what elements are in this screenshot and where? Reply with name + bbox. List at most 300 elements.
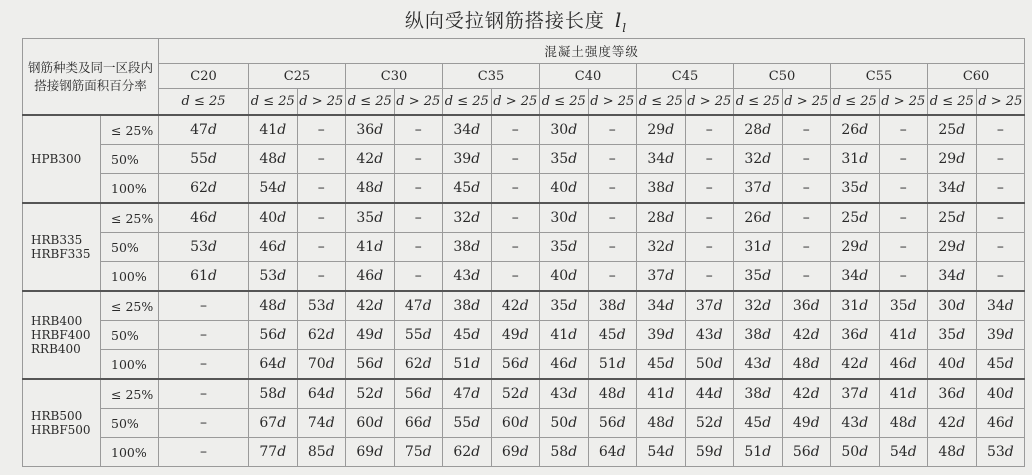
lap-length-cell: –: [588, 203, 637, 233]
lap-length-cell: 38d: [734, 379, 783, 409]
lap-length-cell: 46d: [159, 203, 249, 233]
table-row: [23, 291, 1025, 321]
lap-length-cell: 54d: [637, 438, 686, 467]
lap-length-cell: 32d: [443, 203, 492, 233]
lap-length-cell: 70d: [297, 350, 346, 380]
diameter-symbol: d: [616, 356, 626, 372]
diameter-symbol: d: [471, 122, 481, 138]
lap-length-cell: –: [685, 233, 734, 262]
lap-length-cell: 35d: [346, 203, 395, 233]
diameter-symbol: d: [616, 415, 626, 431]
lap-length-cell: 42d: [831, 350, 880, 380]
lap-length-cell: 54d: [249, 174, 298, 204]
diameter-symbol: d: [422, 298, 432, 314]
diameter-symbol: d: [568, 444, 578, 460]
lap-length-cell: 69d: [346, 438, 395, 467]
diameter-symbol: d: [277, 386, 287, 402]
lap-percent: 100%: [101, 262, 159, 292]
diameter-symbol: d: [471, 298, 481, 314]
lap-length-cell: 56d: [249, 321, 298, 350]
lap-length-cell: 60d: [346, 409, 395, 438]
lap-length-cell: 25d: [831, 203, 880, 233]
diameter-symbol: d: [956, 327, 966, 343]
lap-length-cell: 60d: [491, 409, 540, 438]
diameter-symbol: d: [956, 122, 966, 138]
lap-length-cell: 56d: [346, 350, 395, 380]
diameter-symbol: d: [859, 415, 869, 431]
lap-length-cell: –: [976, 115, 1025, 145]
diameter-symbol: d: [1004, 444, 1014, 460]
diameter-symbol: d: [956, 444, 966, 460]
diameter-symbol: d: [1004, 356, 1014, 372]
lap-length-cell: 29d: [831, 233, 880, 262]
concrete-class-c60: C60: [928, 64, 1025, 89]
lap-length-cell: 61d: [159, 262, 249, 292]
title-symbol-subscript: l: [622, 21, 628, 35]
lap-length-cell: 77d: [249, 438, 298, 467]
lap-length-cell: 25d: [928, 203, 977, 233]
lap-length-cell: 48d: [346, 174, 395, 204]
diameter-symbol: d: [713, 298, 723, 314]
diameter-symbol: d: [519, 444, 529, 460]
diameter-condition: d ≤ 25: [443, 89, 492, 116]
diameter-symbol: d: [374, 210, 384, 226]
diameter-symbol: d: [665, 298, 675, 314]
lap-length-cell: 41d: [637, 379, 686, 409]
diameter-symbol: d: [713, 415, 723, 431]
diameter-symbol: d: [277, 298, 287, 314]
lap-length-cell: –: [159, 409, 249, 438]
lap-length-cell: 39d: [637, 321, 686, 350]
diameter-condition: d > 25: [588, 89, 637, 116]
diameter-symbol: d: [422, 327, 432, 343]
diameter-symbol: d: [956, 298, 966, 314]
diameter-symbol: d: [471, 210, 481, 226]
diameter-symbol: d: [665, 268, 675, 284]
lap-length-cell: 28d: [734, 115, 783, 145]
lap-length-cell: 47d: [159, 115, 249, 145]
diameter-symbol: d: [859, 180, 869, 196]
diameter-symbol: d: [762, 122, 772, 138]
lap-length-cell: 49d: [491, 321, 540, 350]
lap-length-cell: 31d: [831, 291, 880, 321]
lap-length-cell: –: [491, 233, 540, 262]
diameter-symbol: d: [1004, 298, 1014, 314]
diameter-symbol: d: [207, 210, 217, 226]
lap-length-cell: –: [782, 145, 831, 174]
diameter-condition: d > 25: [976, 89, 1025, 116]
lap-length-cell: 64d: [297, 379, 346, 409]
diameter-condition: d ≤ 25: [831, 89, 880, 116]
lap-length-cell: 50d: [831, 438, 880, 467]
lap-length-cell: –: [782, 203, 831, 233]
diameter-symbol: d: [471, 415, 481, 431]
lap-length-cell: 47d: [394, 291, 443, 321]
lap-length-cell: 26d: [831, 115, 880, 145]
lap-length-cell: 44d: [685, 379, 734, 409]
diameter-symbol: d: [762, 268, 772, 284]
diameter-symbol: d: [374, 444, 384, 460]
lap-length-cell: 37d: [734, 174, 783, 204]
lap-length-cell: 55d: [394, 321, 443, 350]
lap-length-cell: –: [159, 379, 249, 409]
diameter-symbol: d: [277, 415, 287, 431]
diameter-symbol: d: [956, 268, 966, 284]
diameter-symbol: d: [207, 151, 217, 167]
diameter-symbol: d: [762, 327, 772, 343]
steel-grade-line: HPB300: [31, 152, 82, 166]
lap-length-cell: 42d: [491, 291, 540, 321]
diameter-symbol: d: [519, 356, 529, 372]
lap-length-cell: 34d: [928, 174, 977, 204]
lap-length-cell: 53d: [249, 262, 298, 292]
lap-length-cell: –: [394, 174, 443, 204]
diameter-symbol: d: [374, 239, 384, 255]
diameter-symbol: d: [713, 356, 723, 372]
lap-percent: 100%: [101, 438, 159, 467]
lap-length-cell: –: [394, 203, 443, 233]
lap-length-cell: 39d: [443, 145, 492, 174]
diameter-symbol: d: [471, 151, 481, 167]
diameter-symbol: d: [859, 444, 869, 460]
diameter-symbol: d: [207, 122, 217, 138]
lap-length-cell: 59d: [685, 438, 734, 467]
lap-length-cell: 62d: [297, 321, 346, 350]
lap-length-cell: 62d: [159, 174, 249, 204]
diameter-symbol: d: [859, 151, 869, 167]
lap-length-cell: –: [782, 262, 831, 292]
lap-length-cell: 66d: [394, 409, 443, 438]
diameter-symbol: d: [859, 327, 869, 343]
lap-length-cell: 56d: [588, 409, 637, 438]
lap-length-cell: 48d: [879, 409, 928, 438]
diameter-symbol: d: [907, 327, 917, 343]
lap-percent: 100%: [101, 350, 159, 380]
lap-length-cell: 35d: [734, 262, 783, 292]
diameter-symbol: d: [956, 151, 966, 167]
diameter-symbol: d: [374, 386, 384, 402]
diameter-symbol: d: [907, 415, 917, 431]
lap-length-cell: 55d: [159, 145, 249, 174]
lap-length-cell: –: [159, 321, 249, 350]
lap-length-cell: 42d: [346, 145, 395, 174]
diameter-symbol: d: [568, 356, 578, 372]
diameter-condition: d ≤ 25: [928, 89, 977, 116]
lap-length-cell: –: [976, 203, 1025, 233]
lap-length-cell: –: [976, 262, 1025, 292]
diameter-symbol: d: [277, 122, 287, 138]
diameter-symbol: d: [519, 327, 529, 343]
concrete-class-c20: C20: [159, 64, 249, 89]
lap-length-cell: 34d: [976, 291, 1025, 321]
diameter-symbol: d: [665, 180, 675, 196]
concrete-class-c35: C35: [443, 64, 540, 89]
diameter-symbol: d: [374, 327, 384, 343]
lap-length-cell: 35d: [831, 174, 880, 204]
table-row: [23, 438, 1025, 467]
diameter-symbol: d: [956, 386, 966, 402]
diameter-condition: d ≤ 25: [637, 89, 686, 116]
diameter-symbol: d: [1004, 415, 1014, 431]
lap-length-cell: –: [491, 145, 540, 174]
header-row-3: [23, 89, 1025, 116]
lap-length-cell: –: [297, 262, 346, 292]
table-row: [23, 233, 1025, 262]
table-body: [23, 39, 1025, 467]
lap-length-cell: –: [782, 115, 831, 145]
lap-length-cell: 52d: [685, 409, 734, 438]
table-row: [23, 321, 1025, 350]
lap-length-cell: –: [491, 203, 540, 233]
lap-length-cell: 51d: [588, 350, 637, 380]
diameter-symbol: d: [471, 444, 481, 460]
lap-length-cell: –: [491, 262, 540, 292]
diameter-symbol: d: [277, 151, 287, 167]
lap-length-cell: 85d: [297, 438, 346, 467]
diameter-symbol: d: [665, 415, 675, 431]
lap-length-cell: 42d: [782, 379, 831, 409]
lap-length-cell: 41d: [540, 321, 589, 350]
lap-length-cell: 35d: [540, 145, 589, 174]
lap-length-cell: 43d: [443, 262, 492, 292]
steel-grade: [23, 291, 101, 379]
diameter-symbol: d: [1004, 386, 1014, 402]
steel-grade-line: HRB335: [31, 233, 83, 247]
table-row: [23, 115, 1025, 145]
diameter-symbol: d: [762, 210, 772, 226]
lap-length-cell: 28d: [637, 203, 686, 233]
lap-length-cell: 37d: [685, 291, 734, 321]
lap-length-cell: 30d: [928, 291, 977, 321]
diameter-symbol: d: [713, 386, 723, 402]
lap-length-cell: –: [159, 291, 249, 321]
diameter-symbol: d: [616, 386, 626, 402]
diameter-symbol: d: [762, 386, 772, 402]
lap-length-cell: 49d: [346, 321, 395, 350]
diameter-symbol: d: [665, 151, 675, 167]
diameter-symbol: d: [956, 180, 966, 196]
table-row: [23, 379, 1025, 409]
diameter-symbol: d: [519, 415, 529, 431]
steel-grade: [23, 115, 101, 203]
lap-length-cell: 34d: [637, 291, 686, 321]
diameter-symbol: d: [810, 444, 820, 460]
lap-length-cell: –: [976, 233, 1025, 262]
diameter-symbol: d: [568, 386, 578, 402]
lap-length-cell: –: [159, 438, 249, 467]
lap-length-cell: 55d: [443, 409, 492, 438]
lap-length-cell: 26d: [734, 203, 783, 233]
lap-length-cell: 32d: [734, 145, 783, 174]
diameter-symbol: d: [471, 327, 481, 343]
steel-grade-line: HRBF400: [31, 328, 91, 342]
lap-length-cell: –: [976, 174, 1025, 204]
lap-length-cell: 41d: [879, 379, 928, 409]
concrete-class-c25: C25: [249, 64, 346, 89]
lap-length-cell: 50d: [540, 409, 589, 438]
lap-length-cell: –: [685, 115, 734, 145]
diameter-symbol: d: [471, 356, 481, 372]
diameter-symbol: d: [374, 122, 384, 138]
lap-length-cell: 34d: [928, 262, 977, 292]
diameter-symbol: d: [762, 151, 772, 167]
diameter-symbol: d: [325, 327, 335, 343]
diameter-condition: d ≤ 25: [346, 89, 395, 116]
lap-length-cell: 53d: [976, 438, 1025, 467]
diameter-condition: d ≤ 25: [540, 89, 589, 116]
diameter-symbol: d: [956, 415, 966, 431]
lap-length-cell: 34d: [443, 115, 492, 145]
diameter-condition: d > 25: [297, 89, 346, 116]
lap-length-cell: 35d: [928, 321, 977, 350]
diameter-condition: d > 25: [394, 89, 443, 116]
diameter-symbol: d: [616, 327, 626, 343]
lap-percent: 50%: [101, 233, 159, 262]
lap-length-cell: 42d: [782, 321, 831, 350]
diameter-symbol: d: [519, 386, 529, 402]
lap-length-cell: –: [297, 174, 346, 204]
diameter-symbol: d: [665, 122, 675, 138]
diameter-symbol: d: [665, 444, 675, 460]
lap-length-cell: 48d: [249, 145, 298, 174]
lap-length-cell: 43d: [831, 409, 880, 438]
lap-length-cell: 40d: [540, 174, 589, 204]
lap-length-cell: 48d: [588, 379, 637, 409]
lap-length-cell: 52d: [346, 379, 395, 409]
lap-length-cell: –: [588, 233, 637, 262]
lap-length-cell: 38d: [588, 291, 637, 321]
lap-length-cell: 35d: [540, 291, 589, 321]
lap-length-cell: 46d: [540, 350, 589, 380]
diameter-symbol: d: [907, 386, 917, 402]
diameter-symbol: d: [471, 239, 481, 255]
lap-length-cell: 58d: [540, 438, 589, 467]
lap-length-cell: 74d: [297, 409, 346, 438]
lap-length-cell: –: [685, 174, 734, 204]
diameter-symbol: d: [422, 415, 432, 431]
lap-percent: 50%: [101, 321, 159, 350]
diameter-symbol: d: [956, 356, 966, 372]
lap-length-cell: 32d: [637, 233, 686, 262]
lap-length-cell: –: [588, 145, 637, 174]
lap-length-cell: 34d: [637, 145, 686, 174]
diameter-symbol: d: [859, 268, 869, 284]
diameter-symbol: d: [277, 356, 287, 372]
lap-length-cell: 54d: [879, 438, 928, 467]
lap-length-cell: 35d: [879, 291, 928, 321]
diameter-symbol: d: [859, 356, 869, 372]
lap-length-cell: –: [588, 174, 637, 204]
diameter-symbol: d: [665, 239, 675, 255]
diameter-symbol: d: [568, 210, 578, 226]
lap-length-cell: 45d: [443, 321, 492, 350]
concrete-class-c45: C45: [637, 64, 734, 89]
lap-length-cell: 58d: [249, 379, 298, 409]
lap-length-cell: 41d: [346, 233, 395, 262]
lap-length-cell: 47d: [443, 379, 492, 409]
concrete-class-c50: C50: [734, 64, 831, 89]
lap-length-cell: –: [879, 174, 928, 204]
lap-length-cell: 32d: [734, 291, 783, 321]
lap-length-cell: –: [297, 233, 346, 262]
lap-length-cell: 39d: [976, 321, 1025, 350]
diameter-symbol: d: [907, 444, 917, 460]
lap-length-cell: –: [879, 262, 928, 292]
lap-length-cell: 30d: [540, 203, 589, 233]
lap-length-cell: 40d: [249, 203, 298, 233]
lap-length-cell: 29d: [928, 233, 977, 262]
steel-grade-line: RRB400: [31, 342, 81, 356]
diameter-symbol: d: [277, 268, 287, 284]
diameter-condition: d > 25: [782, 89, 831, 116]
diameter-symbol: d: [859, 122, 869, 138]
diameter-symbol: d: [762, 239, 772, 255]
concrete-class-c40: C40: [540, 64, 637, 89]
diameter-symbol: d: [325, 386, 335, 402]
diameter-symbol: d: [907, 298, 917, 314]
diameter-symbol: d: [907, 356, 917, 372]
lap-percent: ≤ 25%: [101, 379, 159, 409]
lap-length-cell: –: [491, 115, 540, 145]
diameter-symbol: d: [568, 268, 578, 284]
steel-grade-line: HRBF500: [31, 423, 91, 437]
diameter-symbol: d: [277, 180, 287, 196]
concrete-class-label: 混凝土强度等级: [159, 39, 1025, 64]
diameter-symbol: d: [568, 239, 578, 255]
diameter-symbol: d: [325, 356, 335, 372]
lap-length-cell: –: [879, 145, 928, 174]
lap-length-cell: 43d: [734, 350, 783, 380]
lap-length-cell: 52d: [491, 379, 540, 409]
diameter-symbol: d: [1004, 327, 1014, 343]
lap-length-cell: 38d: [443, 233, 492, 262]
lap-length-cell: 56d: [491, 350, 540, 380]
row-header-line: 钢筋种类及同一区段内: [28, 59, 154, 75]
lap-length-cell: 31d: [831, 145, 880, 174]
diameter-symbol: d: [568, 180, 578, 196]
diameter-symbol: d: [374, 415, 384, 431]
lap-length-cell: 51d: [734, 438, 783, 467]
diameter-symbol: d: [956, 210, 966, 226]
diameter-symbol: d: [374, 356, 384, 372]
lap-length-cell: 37d: [831, 379, 880, 409]
lap-length-cell: –: [879, 115, 928, 145]
lap-percent: ≤ 25%: [101, 203, 159, 233]
diameter-condition: d ≤ 25: [734, 89, 783, 116]
lap-length-cell: 42d: [928, 409, 977, 438]
diameter-symbol: d: [277, 210, 287, 226]
lap-length-cell: –: [685, 262, 734, 292]
diameter-symbol: d: [568, 298, 578, 314]
diameter-symbol: d: [859, 386, 869, 402]
diameter-symbol: d: [713, 444, 723, 460]
table-row: [23, 409, 1025, 438]
lap-length-cell: –: [782, 233, 831, 262]
diameter-condition: d > 25: [879, 89, 928, 116]
lap-length-cell: 51d: [443, 350, 492, 380]
diameter-symbol: d: [277, 444, 287, 460]
lap-length-cell: 38d: [637, 174, 686, 204]
diameter-symbol: d: [471, 386, 481, 402]
diameter-symbol: d: [762, 444, 772, 460]
lap-length-cell: 64d: [249, 350, 298, 380]
lap-length-cell: 45d: [976, 350, 1025, 380]
lap-length-cell: 53d: [159, 233, 249, 262]
diameter-symbol: d: [471, 268, 481, 284]
diameter-symbol: d: [568, 151, 578, 167]
diameter-symbol: d: [325, 298, 335, 314]
lap-length-cell: 45d: [734, 409, 783, 438]
